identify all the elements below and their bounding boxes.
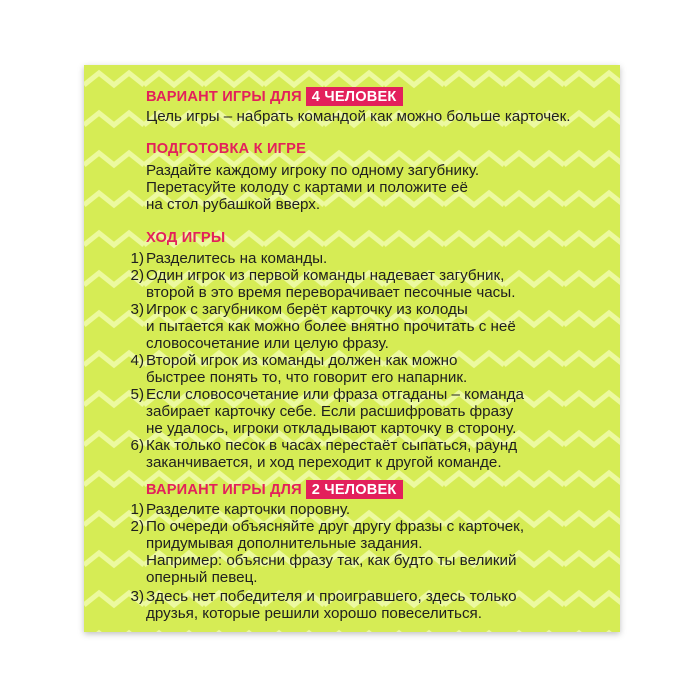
step-number: 1 ) (124, 501, 144, 518)
step-number: 2 ) (124, 518, 144, 535)
step-line: Разделитесь на команды. (146, 250, 328, 267)
step-line: забирает карточку себе. Если расшифровать фразу (146, 403, 514, 420)
step-item (124, 301, 524, 352)
heading-preparation: ПОДГОТОВКА К ИГРЕ (146, 141, 307, 157)
step-line: не удалось, игроки откладывают карточку в сторону. (146, 420, 517, 437)
goal-text: Цель игры – набрать командой как можно больше карточек. (146, 108, 571, 125)
step-number: 4 ) (124, 352, 144, 369)
preparation-line: Перетасуйте колоду с картами и положите её (146, 179, 468, 196)
step-item (124, 250, 524, 267)
step-line: заканчивается, и ход переходит к другой команде. (146, 454, 502, 471)
step-line: Как только песок в часах перестаёт сыпаться, раунд (146, 437, 518, 454)
step-line: друзья, которые решили хорошо повеселиться. (146, 605, 483, 622)
step-number: 2 ) (124, 267, 144, 284)
heading-2-players (146, 480, 403, 499)
step-line: Игрок с загубником берёт карточку из колоды (146, 301, 468, 318)
step-line: придумывая дополнительные задания. (146, 535, 423, 552)
step-line: Здесь нет победителя и проигравшего, здесь только (146, 588, 517, 605)
step-line: быстрее понять то, что говорит его напарник. (146, 369, 468, 386)
step-number: 5 ) (124, 386, 144, 403)
step-line: Разделите карточки поровну. (146, 501, 351, 518)
step-line: оперный певец. (146, 569, 258, 586)
step-line: По очереди объясняйте друг другу фразы с карточек, (146, 518, 525, 535)
two-player-steps (124, 501, 524, 622)
step-line: Например: объясни фразу так, как будто ты великий (146, 552, 517, 569)
step-item (124, 386, 524, 437)
step-item (124, 352, 524, 386)
rules-content (84, 65, 620, 632)
step-line: и пытается как можно более внятно прочитать с неё (146, 318, 516, 335)
step-number: 3 ) (124, 301, 144, 318)
step-number: 1 ) (124, 250, 144, 267)
heading-4-players (146, 87, 403, 106)
step-line: второй в это время переворачивает песочные часы. (146, 284, 516, 301)
step-line: Если словосочетание или фраза отгаданы – команда (146, 386, 524, 403)
step-number: 3 ) (124, 588, 144, 605)
step-line: словосочетание или целую фразу. (146, 335, 389, 352)
step-item (124, 588, 524, 622)
preparation-text (146, 162, 479, 213)
gameplay-steps (124, 250, 524, 471)
step-item (124, 437, 524, 471)
step-number: 6 ) (124, 437, 144, 454)
badge-4-players: 4 ЧЕЛОВЕК (306, 87, 403, 106)
step-line: Второй игрок из команды должен как можно (146, 352, 458, 369)
step-item (124, 267, 524, 301)
heading-gameplay: ХОД ИГРЫ (146, 230, 226, 246)
rules-card (84, 65, 620, 632)
step-line: Один игрок из первой команды надевает загубник, (146, 267, 505, 284)
preparation-line: на стол рубашкой вверх. (146, 196, 321, 213)
step-item (124, 518, 524, 586)
step-item (124, 501, 524, 518)
heading-4-players-text: ВАРИАНТ ИГРЫ ДЛЯ (146, 89, 302, 105)
heading-2-players-text: ВАРИАНТ ИГРЫ ДЛЯ (146, 482, 302, 498)
preparation-line: Раздайте каждому игроку по одному загубнику. (146, 162, 480, 179)
badge-2-players: 2 ЧЕЛОВЕК (306, 480, 403, 499)
